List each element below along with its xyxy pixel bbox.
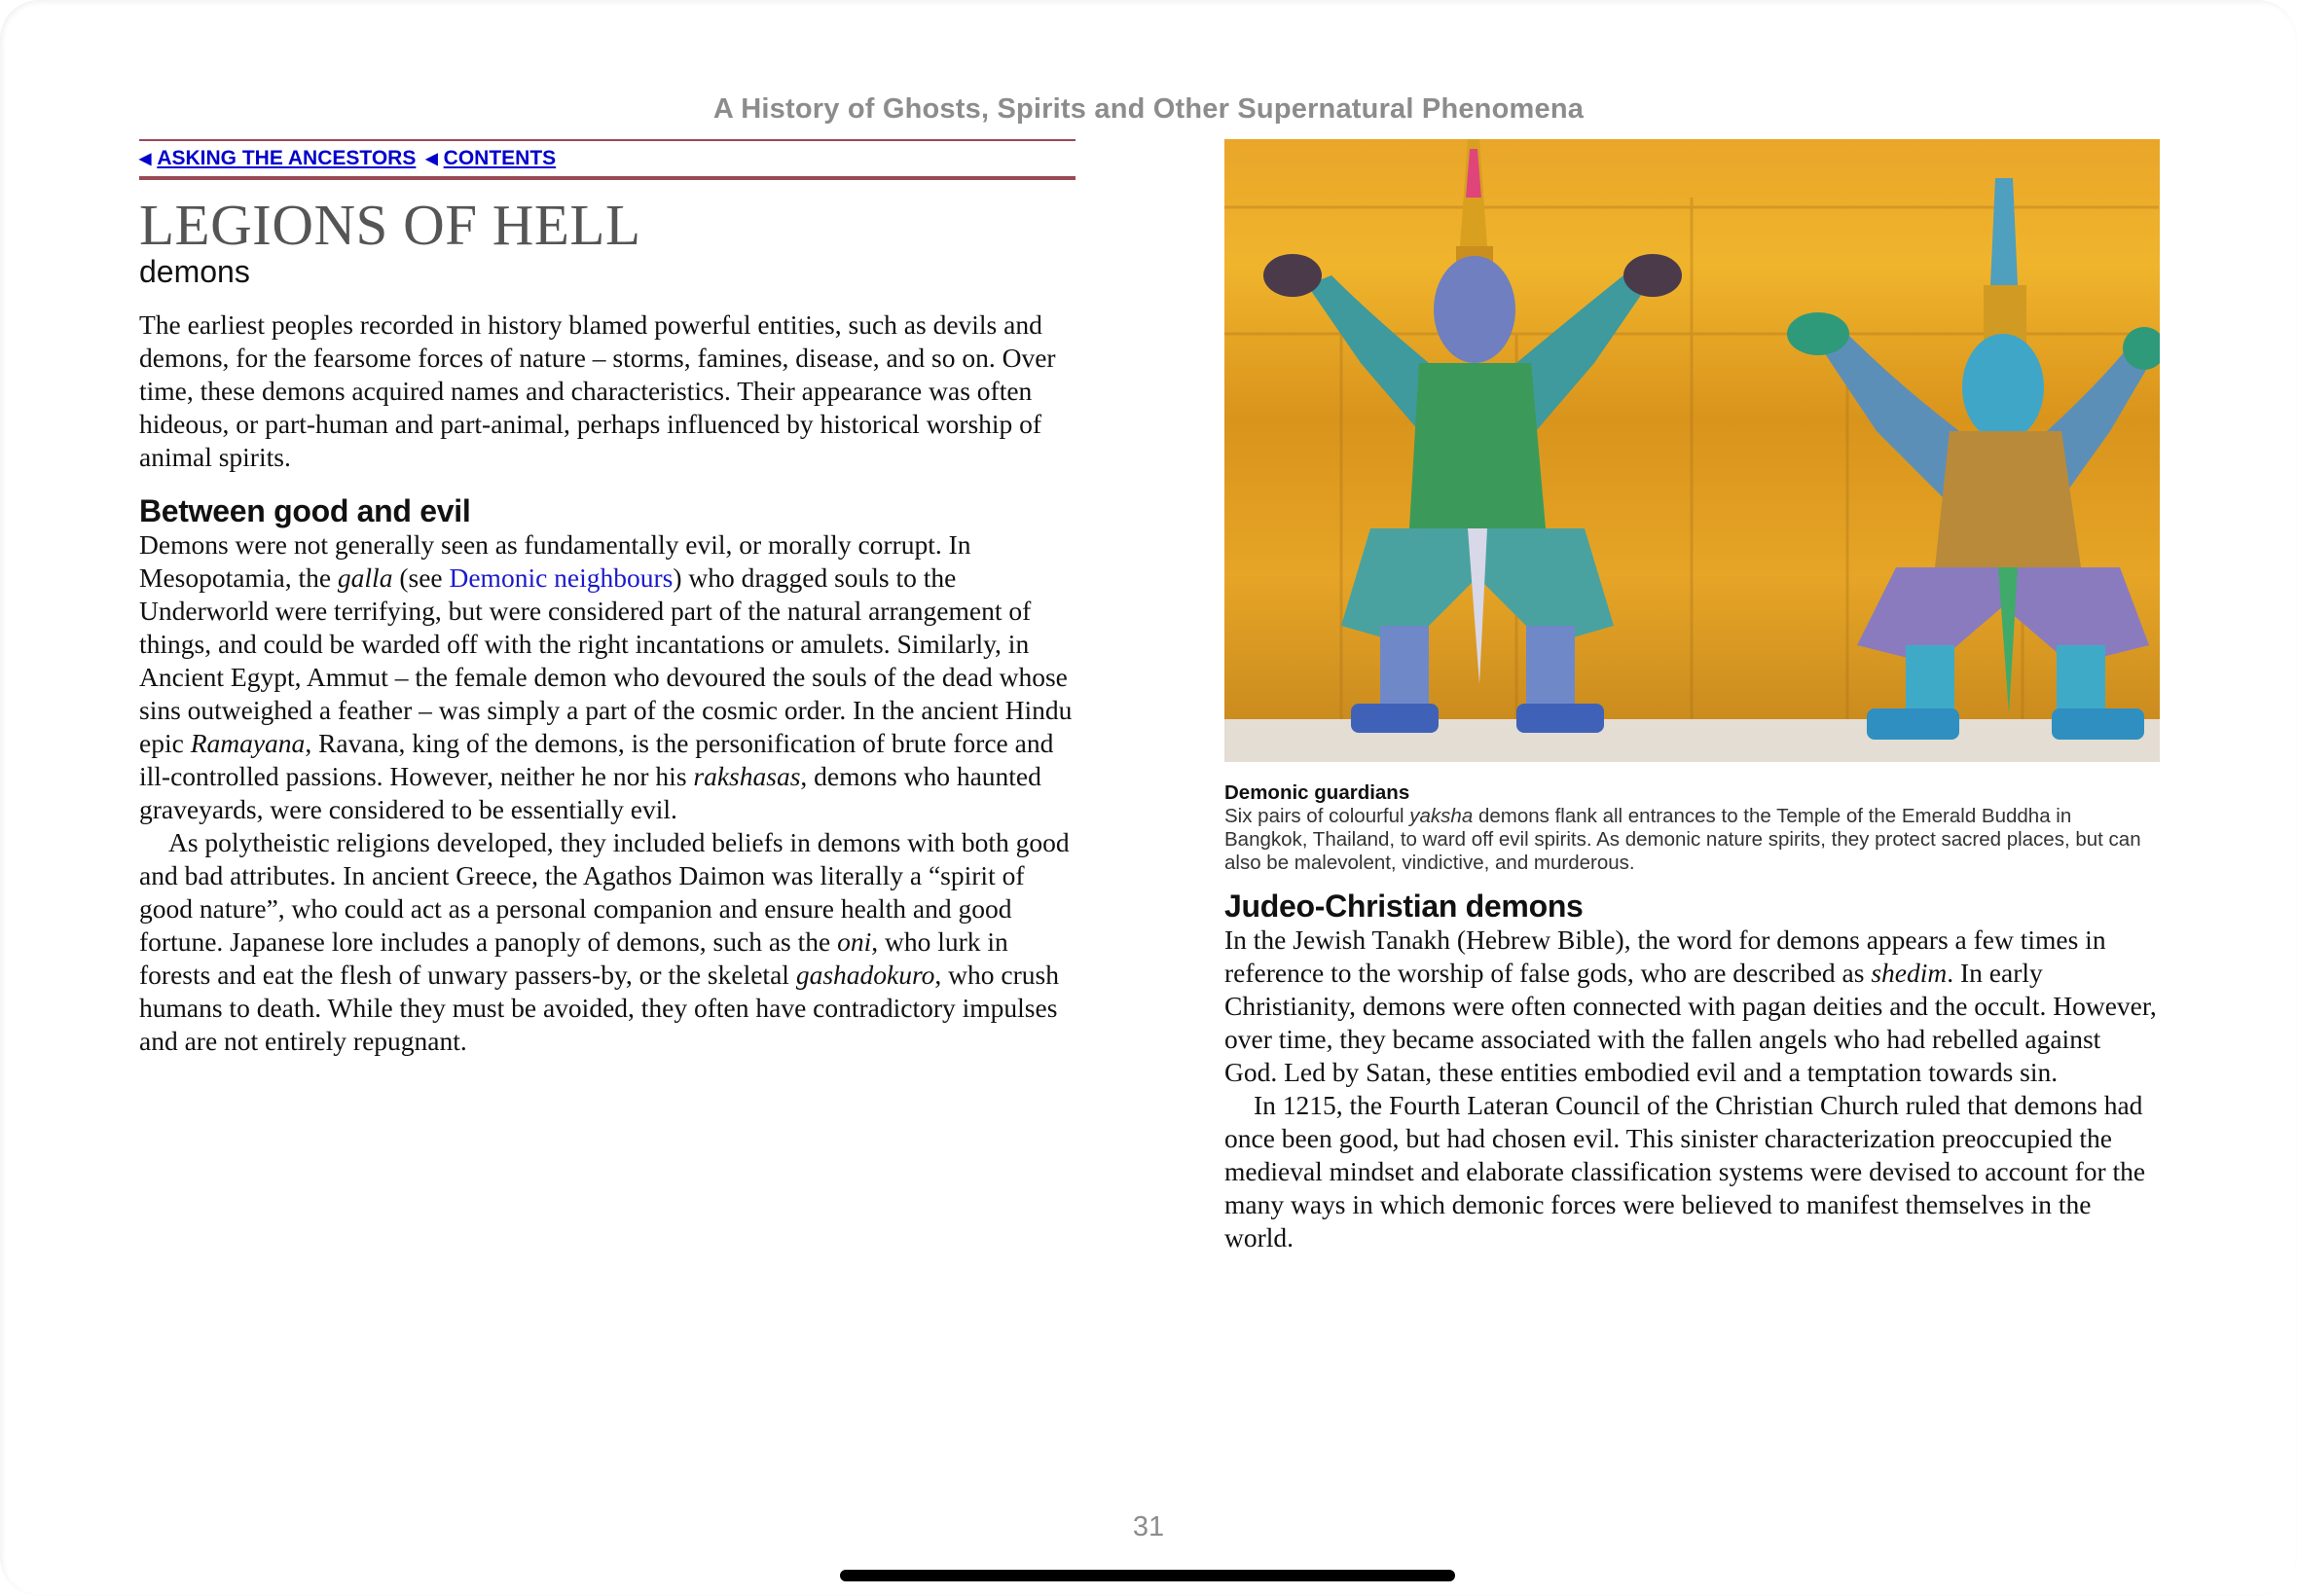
- right-page-column: [1224, 139, 2160, 1254]
- text-run: , Ravana, king of the demons, is the personification of brute force and ill-controlled passions. However, neither he nor his: [139, 728, 1054, 791]
- chapter-title: LEGIONS OF HELL: [139, 193, 641, 257]
- left-page-column: [139, 139, 1076, 1058]
- text-run: . In early Christianity, demons were often connected with pagan deities and the occult. However, over time, they became associated with the fallen angels who had rebelled against God. Led by Satan, these entities embodied evil and a temptation towards sin.: [1224, 958, 2157, 1087]
- page-number: 31: [1132, 1511, 1165, 1542]
- text-run: Six pairs of colourful: [1224, 805, 1410, 827]
- section-heading-judeo-christian-demons: Judeo-Christian demons: [1224, 889, 1584, 924]
- text-run: As polytheistic religions developed, they included beliefs in demons with both good and bad attributes. In ancient Greece, the Agathos Daimon was literally a “spirit of good nature”, who could act as a personal companion and ensure health and good fortune. Japanese lore includes a panoply of demons, such as the: [139, 827, 1070, 957]
- italic-term: Ramayana: [190, 728, 306, 758]
- chapter-subtitle: demons: [139, 254, 250, 289]
- intro-paragraph: The earliest peoples recorded in history blamed powerful entities, such as devils and demons, for the fearsome forces of nature – storms, famines, disease, and so on. Over time, these demons acquired names and characteristics. Their appearance was often hideous, or part-human and part-animal, perhaps influenced by historical worship of animal spirits.: [139, 309, 1056, 472]
- text-run: , who crush humans to death. While they must be avoided, they often have contradictory impulses and are not entirely repugnant.: [139, 960, 1059, 1056]
- home-indicator-bar[interactable]: [840, 1570, 1455, 1581]
- text-run: Demons were not generally seen as fundamentally evil, or morally corrupt. In Mesopotamia, the: [139, 529, 971, 593]
- caption-title: Demonic guardians: [1224, 781, 1410, 804]
- figure-caption: [1224, 781, 2160, 875]
- demonic-neighbours-link[interactable]: Demonic neighbours: [449, 562, 674, 593]
- italic-term: yaksha: [1409, 805, 1474, 827]
- book-title: A History of Ghosts, Spirits and Other Supernatural Phenomena: [712, 93, 1585, 125]
- contents-link[interactable]: CONTENTS: [443, 147, 557, 169]
- asking-the-ancestors-link[interactable]: ASKING THE ANCESTORS: [157, 147, 417, 169]
- back-arrow-icon: ◀: [139, 151, 152, 167]
- italic-term: galla: [337, 562, 393, 593]
- section-heading-between-good-and-evil: Between good and evil: [139, 493, 471, 528]
- text-run: , who lurk in forests and eat the flesh of unwary passers-by, or the skeletal: [139, 926, 1008, 990]
- body-paragraph: [139, 528, 1076, 826]
- demonic-guardians-photo: [1224, 139, 2160, 762]
- italic-term: gashadokuro: [795, 960, 935, 990]
- text-run: , demons who haunted graveyards, were considered to be essentially evil.: [139, 761, 1041, 824]
- italic-term: shedim: [1871, 958, 1948, 988]
- yaksha-statues-illustration: [1224, 139, 2160, 762]
- text-run: In the Jewish Tanakh (Hebrew Bible), the word for demons appears a few times in reference to the worship of false gods, who are described as: [1224, 925, 2106, 988]
- body-paragraph: [139, 826, 1076, 1058]
- text-run: demons flank all entrances to the Temple of the Emerald Buddha in Bangkok, Thailand, to ward off evil spirits. As demonic nature spirits, they protect sacred places, but can also be malevolent, vindictive, and murderous.: [1224, 805, 2141, 874]
- italic-term: rakshasas: [693, 761, 801, 791]
- body-paragraph: [1224, 924, 2160, 1089]
- chapter-navigation-bar: [139, 139, 1076, 180]
- caption-text: [1224, 805, 2160, 875]
- text-run: ) who dragged souls to the Underworld were terrifying, but were considered part of the natural arrangement of things, and could be warded off with the right incantations or amulets. Similarly, in Ancient Egypt, Ammut – the female demon who devoured the souls of the dead whose sins outweighed a feather – was simply a part of the cosmic order. In the ancient Hindu epic: [139, 562, 1073, 758]
- back-arrow-icon: ◀: [425, 151, 438, 167]
- text-run: (see: [392, 562, 450, 593]
- italic-term: oni: [837, 926, 872, 957]
- body-paragraph: In 1215, the Fourth Lateran Council of the Christian Church ruled that demons had once been good, but had chosen evil. This sinister characterization preoccupied the medieval mindset and elaborate classification systems were devised to account for the many ways in which demonic forces were believed to manifest themselves in the world.: [1224, 1090, 2146, 1252]
